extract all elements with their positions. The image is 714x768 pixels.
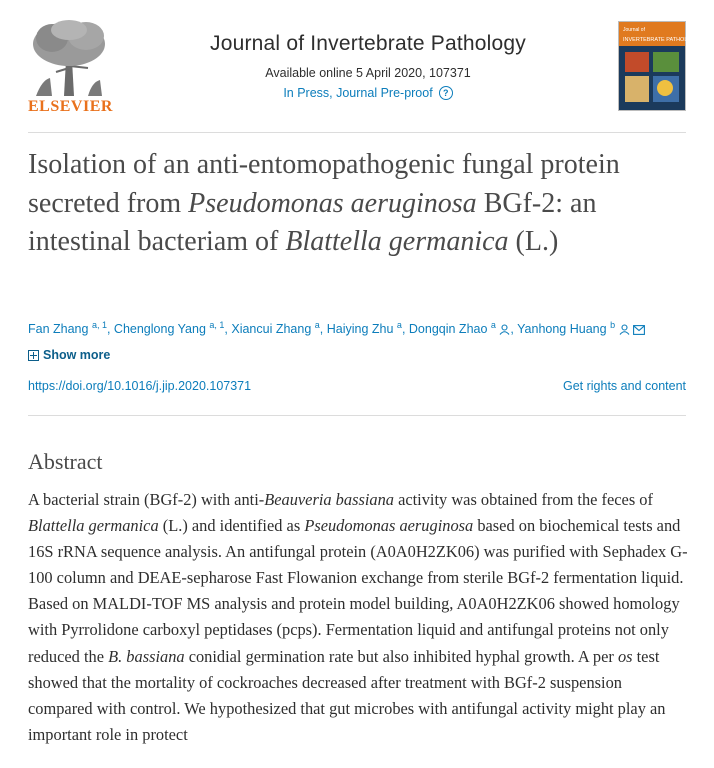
title-part: (L.) [508, 226, 559, 257]
title-part: Isolation of an anti-entomopathogenic fungal protein secreted from [28, 149, 620, 219]
available-online-text: Available online 5 April 2020, 107371 [265, 66, 471, 80]
show-more-label: Show more [43, 348, 111, 362]
author-link[interactable]: Fan Zhang [28, 322, 89, 336]
abstract-part-italic: os [617, 646, 633, 666]
article-title [28, 146, 668, 262]
author-affiliation[interactable]: b [610, 320, 616, 330]
abstract-part: (L.) and identified as [158, 516, 305, 536]
abstract-text [28, 487, 688, 748]
get-rights-link[interactable]: Get rights and content [563, 379, 686, 393]
journal-cover-thumbnail[interactable] [618, 21, 700, 111]
abstract-part: conidial germination rate but also inhibited hyphal growth. A per [184, 646, 618, 666]
author-affiliation[interactable]: a [314, 320, 320, 330]
author-list: Fan Zhang $^{a, 1}$, Chenglong Yang $^{a, 1}$, Xiancui Zhang $^a$, Haiying Zhu $^a$, Dongqin Zhao $^a$ , Yanhong Huang $^b$ [28, 320, 688, 338]
author-affiliation[interactable]: a, 1 [209, 320, 225, 330]
author-link[interactable]: Xiancui Zhang [231, 322, 312, 336]
author-affiliation[interactable]: a [490, 320, 496, 330]
author-affiliation[interactable]: a, 1 [91, 320, 107, 330]
abstract-part-italic: Blattella germanica [28, 516, 159, 536]
in-press-label[interactable]: In Press, Journal Pre-proof [283, 86, 433, 100]
abstract-part: based on biochemical tests and 16S rRNA sequence analysis. An antifungal protein (A0A0H2ZK06) was purified with Sephadex G-100 column and DEAE-sepharose Fast Flowanion exchange from sterile BGf-2 fermentation liquid. Based on MALDI-TOF MS analysis and protein model building, A0A0H2ZK06 showed homology with Pyrrolidone carboxyl peptidases (pcps). Fermentation liquid and antifungal proteins not only reduced the [28, 516, 688, 666]
author-link[interactable]: Chenglong Yang [113, 322, 206, 336]
cover-title: INVERTEBRATE PATHOLOGY [623, 37, 700, 43]
title-part: BGf-2: an intestinal bacteriam of [28, 187, 597, 257]
show-more-button[interactable] [28, 348, 110, 362]
journal-header [28, 14, 700, 133]
abstract-part-italic: B. bassiana [108, 646, 185, 666]
doi-link[interactable]: https://doi.org/10.1016/j.jip.2020.107371 [28, 379, 252, 393]
abstract-part: activity was obtained from the feces of [393, 490, 653, 509]
cover-journal-of: Journal of [623, 27, 645, 33]
journal-info [178, 32, 558, 100]
person-icon[interactable] [499, 324, 510, 338]
author-link[interactable]: Yanhong Huang [517, 322, 607, 336]
author-affiliation[interactable]: a [396, 320, 402, 330]
person-icon[interactable] [619, 324, 630, 338]
in-press-status[interactable] [178, 86, 558, 100]
help-icon[interactable]: ? [439, 86, 453, 100]
section-divider [28, 415, 686, 416]
author-link[interactable]: Dongqin Zhao [408, 322, 488, 336]
abstract-part: A bacterial strain (BGf-2) with anti- [28, 490, 265, 509]
abstract-part-italic: Pseudomonas aeruginosa [304, 516, 474, 536]
journal-title-link[interactable]: Journal of Invertebrate Pathology [210, 32, 526, 55]
author-link[interactable]: Haiying Zhu [326, 322, 394, 336]
abstract-heading: Abstract [28, 449, 103, 474]
abstract-part-italic: Beauveria bassiana [264, 490, 394, 509]
elsevier-wordmark: ELSEVIER [28, 98, 113, 115]
abstract-part: test showed that the mortality of cockroaches decreased after treatment with BGf-2 suspension compared with control. We hypothesized that gut microbes with antifungal activity might play an important role in protect [28, 646, 666, 744]
envelope-icon[interactable] [633, 324, 645, 338]
title-part-italic: Pseudomonas aeruginosa [188, 187, 477, 219]
title-part-italic: Blattella germanica [285, 226, 509, 257]
plus-box-icon [28, 350, 39, 361]
elsevier-tree-logo[interactable] [28, 18, 113, 115]
